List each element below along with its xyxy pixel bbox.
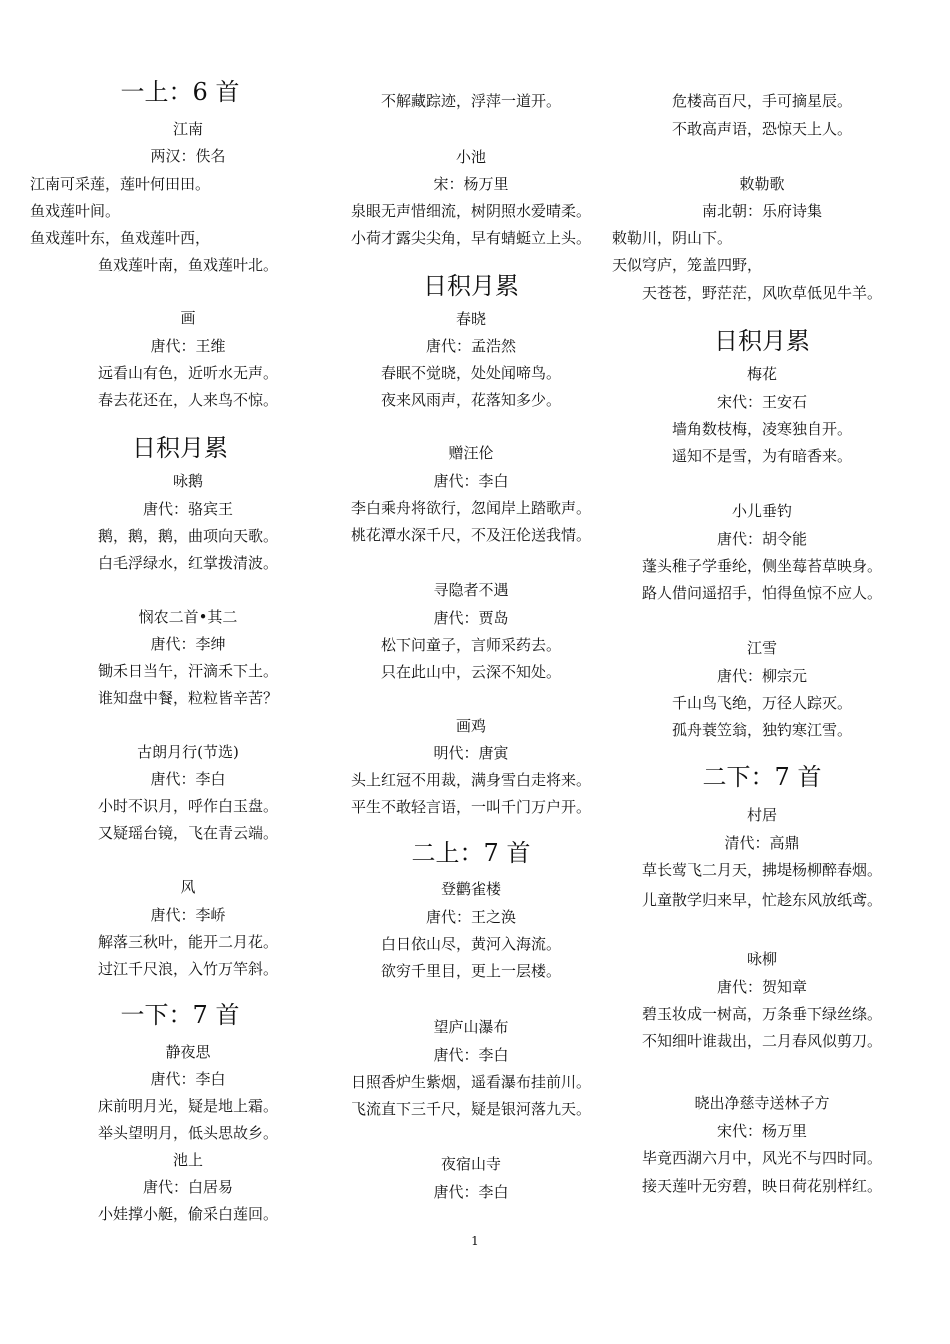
poem-line-11: 墙角数枝梅，凌寒独自开。 [671,420,852,438]
poem-line-10: 远看山有色，近听水无声。 [97,364,278,382]
poem-line-16: 唐代：贾岛 [433,609,509,627]
poem-line-26: 唐代：李峤 [150,906,226,924]
poem-line-1: 危楼高百尺，手可摘星辰。 [671,92,852,110]
poem-line-25: 唐代：王之涣 [425,908,516,926]
poem-line-30: 静夜思 [165,1043,211,1061]
poem-line-3: 宋：杨万里 [433,175,509,193]
poem-line-23: 清代：高鼎 [724,834,800,852]
poem-line-15: 寻隐者不遇 [433,581,509,599]
page-number: 1 [471,1234,479,1248]
poem-line-36: 小娃撑小艇，偷采白莲回。 [97,1205,278,1223]
poem-line-24: 登鹳雀楼 [440,880,501,898]
poem-line-20: 谁知盘中餐，粒粒皆辛苦？ [97,689,278,707]
poem-line-15: 蓬头稚子学垂纶，侧坐莓苔草映身。 [641,557,882,575]
poem-line-22: 唐代：李白 [150,770,226,788]
section-heading: 二上：7 首 [411,839,531,867]
section-heading: 日积月累 [423,272,519,300]
poem-line-8: 唐代：孟浩然 [425,337,516,355]
poem-line-21: 头上红冠不用裁，满身雪白走将来。 [350,771,591,789]
poem-line-11: 春去花还在，人来鸟不惊。 [97,391,278,409]
poem-line-32: 床前明月光，疑是地上霜。 [97,1097,278,1115]
poem-line-2: 不敢高声语，恐惊天上人。 [671,120,852,138]
poem-line-30: 日照香炉生紫烟，遥看瀑布挂前川。 [350,1073,591,1091]
poem-line-3: 敕勒歌 [739,175,785,193]
poem-line-20: 孤舟蓑笠翁，独钓寒江雪。 [671,721,852,739]
section-heading: 日积月累 [132,434,228,462]
poem-line-17: 江雪 [746,639,777,657]
poem-line-16: 白毛浮绿水，红掌拨清波。 [97,554,278,572]
poem-line-24: 草长莺飞二月天，拂堤杨柳醉春烟。 [641,861,882,879]
poem-line-9: 梅花 [746,365,777,383]
poem-line-7: 鱼戏莲叶南，鱼戏莲叶北。 [97,256,278,274]
poem-line-24: 又疑瑶台镜，飞在青云端。 [97,824,278,842]
poem-line-3: 两汉：佚名 [150,147,226,165]
poem-line-33: 接天莲叶无穷碧，映日荷花别样红。 [641,1177,882,1195]
poem-line-15: 鹅，鹅，鹅，曲项向天歌。 [97,527,278,545]
poem-line-25: 儿童散学归来早，忙趁东风放纸鸢。 [641,891,882,909]
section-heading: 日积月累 [714,327,810,355]
poem-line-18: 唐代：李绅 [150,635,226,653]
poem-line-31: 宋代：杨万里 [716,1122,807,1140]
poem-line-5: 敕勒川，阴山下。 [612,229,733,247]
poem-line-2: 江南 [172,120,203,138]
poem-line-27: 解落三秋叶，能开二月花。 [97,933,278,951]
poem-line-10: 宋代：王安石 [716,393,807,411]
poem-line-1: 不解藏踪迹，浮萍一道开。 [380,92,561,110]
poem-line-14: 唐代：胡令能 [716,530,807,548]
poem-line-22: 平生不敢轻言语，一叫千门万户开。 [350,798,591,816]
poem-line-10: 夜来风雨声，花落知多少。 [380,391,561,409]
poem-line-25: 风 [180,878,196,896]
poem-line-21: 古朗月行(节选) [137,743,239,761]
poem-line-20: 明代：唐寅 [433,744,509,762]
poem-line-30: 晓出净慈寺送林子方 [694,1094,830,1112]
poem-line-17: 悯农二首•其二 [138,608,238,626]
poem-line-4: 南北朝：乐府诗集 [701,202,822,220]
poem-line-7: 春晓 [455,310,486,328]
poem-line-28: 望庐山瀑布 [433,1018,509,1036]
poem-line-27: 欲穷千里目，更上一层楼。 [380,962,561,980]
poem-line-19: 画鸡 [455,717,486,735]
poem-line-31: 飞流直下三千尺，疑是银河落九天。 [350,1100,591,1118]
poem-line-22: 村居 [746,806,777,824]
poem-line-16: 路人借问遥招手，怕得鱼惊不应人。 [641,584,882,602]
section-heading: 二下：7 首 [702,763,822,791]
poem-line-6: 天似穹庐，笼盖四野， [612,256,763,274]
poem-line-28: 碧玉妆成一树高，万条垂下绿丝绦。 [641,1005,882,1023]
poem-line-14: 桃花潭水深千尺，不及汪伦送我情。 [350,526,591,544]
poem-line-19: 锄禾日当午，汗滴禾下土。 [97,662,278,680]
poem-line-32: 毕竟西湖六月中，风光不与四时同。 [641,1149,882,1167]
poem-line-19: 千山鸟飞绝，万径人踪灭。 [671,694,852,712]
poem-line-35: 唐代：白居易 [142,1178,233,1196]
poem-line-13: 小儿垂钓 [731,502,792,520]
poem-line-4: 泉眼无声惜细流，树阴照水爱晴柔。 [350,202,591,220]
poem-line-9: 春眠不觉晓，处处闻啼鸟。 [380,364,561,382]
poem-line-2: 小池 [455,148,486,166]
poem-line-26: 白日依山尽，黄河入海流。 [380,935,561,953]
poem-line-5: 鱼戏莲叶间。 [30,202,121,220]
poem-line-9: 唐代：王维 [150,337,226,355]
poem-line-29: 唐代：李白 [433,1046,509,1064]
poem-line-26: 咏柳 [746,950,777,968]
poem-line-33: 举头望明月，低头思故乡。 [97,1124,278,1142]
poem-line-6: 鱼戏莲叶东，鱼戏莲叶西， [30,229,211,247]
poem-line-29: 不知细叶谁裁出，二月春风似剪刀。 [641,1032,882,1050]
section-heading: 一上：6 首 [120,78,240,106]
section-heading: 一下：7 首 [120,1001,240,1029]
poem-line-34: 池上 [172,1151,203,1169]
poem-line-31: 唐代：李白 [150,1070,226,1088]
poem-line-5: 小荷才露尖尖角，早有蜻蜓立上头。 [350,229,591,247]
poem-line-27: 唐代：贺知章 [716,978,807,996]
poem-line-32: 夜宿山寺 [440,1155,501,1173]
poem-line-23: 小时不识月，呼作白玉盘。 [97,797,278,815]
poem-line-8: 画 [180,309,196,327]
poem-line-33: 唐代：李白 [433,1183,509,1201]
poem-line-12: 唐代：李白 [433,472,509,490]
poem-line-14: 唐代：骆宾王 [142,500,233,518]
poem-line-28: 过江千尺浪，入竹万竿斜。 [97,960,278,978]
poem-line-18: 唐代：柳宗元 [716,667,807,685]
poem-line-17: 松下问童子，言师采药去。 [380,636,561,654]
poem-line-13: 咏鹅 [172,472,203,490]
poem-line-11: 赠汪伦 [448,444,494,462]
poem-line-12: 遥知不是雪，为有暗香来。 [671,447,852,465]
poem-line-18: 只在此山中，云深不知处。 [380,663,561,681]
poem-line-7: 天苍苍，野茫茫，风吹草低见牛羊。 [641,284,882,302]
poem-line-4: 江南可采莲，莲叶何田田。 [30,175,211,193]
poem-line-13: 李白乘舟将欲行，忽闻岸上踏歌声。 [350,499,591,517]
